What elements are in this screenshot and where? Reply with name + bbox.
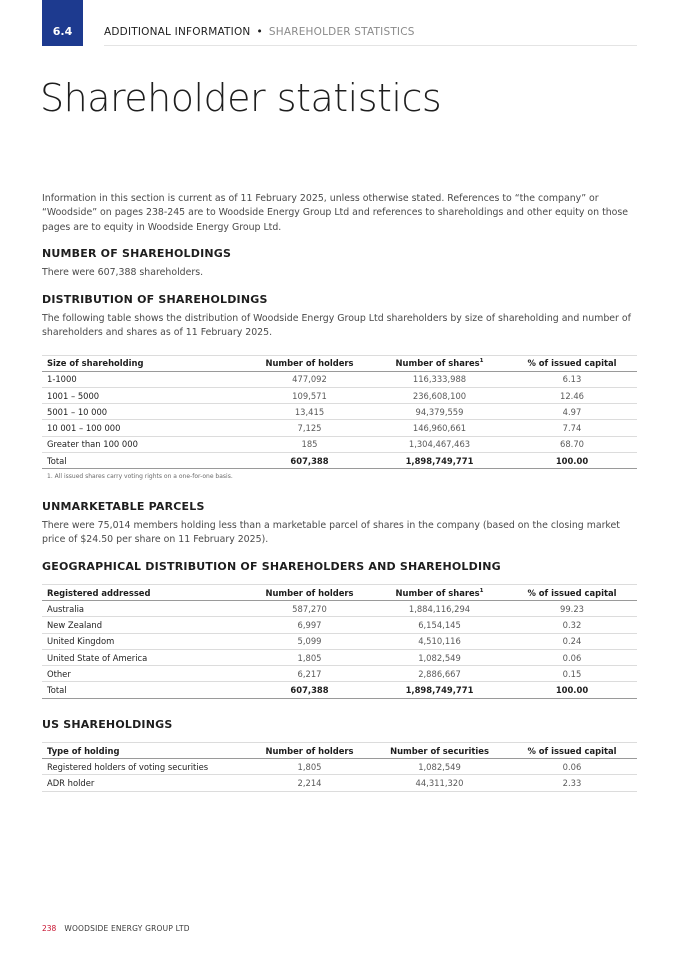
page-footer [42,924,190,933]
percent-cell: 2.33 [507,775,637,791]
table-row [42,649,637,665]
holders-cell: 1,805 [247,759,372,775]
shares-cell: 236,608,100 [372,387,507,403]
subsection-title: SHAREHOLDER STATISTICS [268,26,415,38]
us-shareholdings-section [42,718,637,792]
table-total-row [42,682,637,698]
running-header [104,26,415,38]
page-number: 238 [42,924,57,933]
intro-block [42,192,637,235]
table-footnote: 1. All issued shares carry voting rights on a one-for-one basis. [47,473,233,481]
percent-cell: 4.97 [507,404,637,420]
holders-cell: 477,092 [247,371,372,387]
percent-cell: 0.06 [507,649,637,665]
holders-cell: 7,125 [247,420,372,436]
column-header: % of issued capital [507,743,637,759]
percent-cell: 0.24 [507,633,637,649]
footnote-marker: 1 [479,587,484,594]
table-row [42,436,637,452]
shares-cell: 94,379,559 [372,404,507,420]
shares-cell: 1,082,549 [372,649,507,665]
holders-cell: 2,214 [247,775,372,791]
shares-cell: 146,960,661 [372,420,507,436]
total-shares: 1,898,749,771 [372,453,507,469]
unmarketable-parcels-section [42,500,637,548]
holders-cell: 13,415 [247,404,372,420]
page-title: Shareholder statistics [40,76,442,120]
row-label: Greater than 100 000 [42,436,247,452]
table-row [42,420,637,436]
percent-cell: 0.32 [507,617,637,633]
shares-cell: 1,304,467,463 [372,436,507,452]
row-label: Registered holders of voting securities [42,759,247,775]
section-number-tab [42,0,83,46]
total-percent: 100.00 [507,453,637,469]
column-header: Type of holding [42,743,247,759]
column-header: Number of holders [247,355,372,371]
table-row [42,387,637,403]
section-title: ADDITIONAL INFORMATION [104,26,251,38]
footnote-marker: 1 [479,358,484,365]
section-heading: NUMBER OF SHAREHOLDINGS [42,247,232,260]
header-divider [104,45,637,46]
header-separator: • [256,26,263,38]
total-label: Total [42,682,247,698]
table-row [42,601,637,617]
total-holders: 607,388 [247,453,372,469]
column-header: Registered addressed [42,585,247,601]
percent-cell: 99.23 [507,601,637,617]
column-header: Size of shareholding [42,355,247,371]
geographical-section [42,560,637,699]
table-header-row [42,585,637,601]
distribution-table [42,355,637,470]
intro-paragraph: Information in this section is current as of 11 February 2025, unless otherwise stated. References to “the company” or “Woodside” on pages 238-245 are to Woodside Energy Group Ltd and references to shareholdings and other equity on those pages are to equity in Woodside Energy Group Ltd. [42,193,629,233]
percent-cell: 6.13 [507,371,637,387]
row-label: 1001 – 5000 [42,387,247,403]
percent-cell: 0.15 [507,666,637,682]
shares-cell: 6,154,145 [372,617,507,633]
table-header-row [42,355,637,371]
row-label: Australia [42,601,247,617]
shares-cell: 2,886,667 [372,666,507,682]
row-label: 10 001 – 100 000 [42,420,247,436]
table-row [42,775,637,791]
total-holders: 607,388 [247,682,372,698]
total-shares: 1,898,749,771 [372,682,507,698]
number-of-shareholdings-section [42,247,637,280]
holders-cell: 6,997 [247,617,372,633]
row-label: 5001 – 10 000 [42,404,247,420]
row-label: 1-1000 [42,371,247,387]
section-heading: DISTRIBUTION OF SHAREHOLDINGS [42,293,268,306]
column-header: Number of holders [247,585,372,601]
table-row [42,371,637,387]
row-label: Other [42,666,247,682]
column-header: Number of shares$^1$ [372,585,507,601]
holders-cell: 109,571 [247,387,372,403]
section-heading: US SHAREHOLDINGS [42,718,173,731]
distribution-section [42,293,637,480]
section-heading: UNMARKETABLE PARCELS [42,500,205,513]
row-label: United Kingdom [42,633,247,649]
column-header: Number of holders [247,743,372,759]
holders-cell: 185 [247,436,372,452]
section-text: There were 75,014 members holding less than a marketable parcel of shares in the company (based on the closing market price of $24.50 per share on 11 February 2025). [42,520,620,546]
company-name: WOODSIDE ENERGY GROUP LTD [64,924,190,933]
table-total-row [42,453,637,469]
table-row [42,617,637,633]
percent-cell: 7.74 [507,420,637,436]
total-percent: 100.00 [507,682,637,698]
row-label: New Zealand [42,617,247,633]
holders-cell: 6,217 [247,666,372,682]
shares-cell: 4,510,116 [372,633,507,649]
row-label: United State of America [42,649,247,665]
holders-cell: 1,805 [247,649,372,665]
table-row [42,759,637,775]
column-header: % of issued capital [507,355,637,371]
holders-cell: 5,099 [247,633,372,649]
column-header: % of issued capital [507,585,637,601]
section-number: 6.4 [52,25,73,38]
geographical-table [42,584,637,699]
column-header: Number of securities [372,743,507,759]
total-label: Total [42,453,247,469]
section-text: There were 607,388 shareholders. [42,267,204,278]
table-row [42,404,637,420]
holders-cell: 587,270 [247,601,372,617]
table-row [42,633,637,649]
securities-cell: 44,311,320 [372,775,507,791]
column-header: Number of shares$^1$ [372,355,507,371]
us-shareholdings-table [42,742,637,792]
percent-cell: 0.06 [507,759,637,775]
table-header-row [42,743,637,759]
table-row [42,666,637,682]
shares-cell: 116,333,988 [372,371,507,387]
section-heading: GEOGRAPHICAL DISTRIBUTION OF SHAREHOLDERS AND SHAREHOLDING [42,560,501,573]
section-text: The following table shows the distribution of Woodside Energy Group Ltd shareholders by size of shareholding and number of shareholders and shares as of 11 February 2025. [42,313,631,339]
securities-cell: 1,082,549 [372,759,507,775]
percent-cell: 68.70 [507,436,637,452]
shares-cell: 1,884,116,294 [372,601,507,617]
row-label: ADR holder [42,775,247,791]
percent-cell: 12.46 [507,387,637,403]
